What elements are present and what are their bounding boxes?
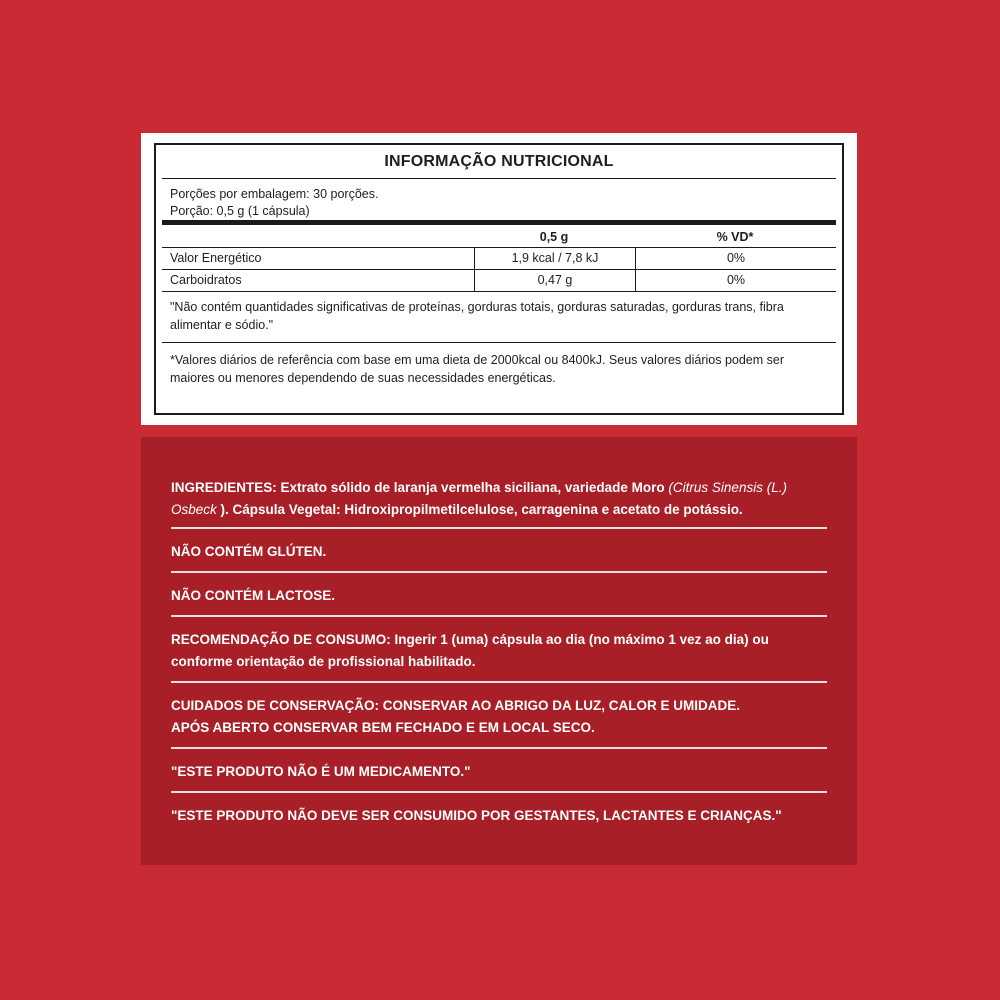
- table-row: [162, 248, 836, 270]
- gluten-section: [171, 529, 827, 573]
- conservation-line-2: APÓS ABERTO CONSERVAR BEM FECHADO E EM LOCAL SECO.: [171, 720, 595, 735]
- nutrient-vd: 0%: [635, 270, 836, 291]
- ingredients-heading: INGREDIENTES:: [171, 480, 277, 495]
- not-medicine-statement: "ESTE PRODUTO NÃO É UM MEDICAMENTO.": [171, 764, 471, 779]
- lactose-section: [171, 573, 827, 617]
- not-medicine-section: [171, 749, 827, 793]
- nutrient-vd: 0%: [635, 248, 836, 269]
- recommendation-text: Ingerir 1 (uma) cápsula ao dia (no máximo 1 vez ao dia) ou conforme orientação de profissional habilitado.: [171, 632, 769, 669]
- nutrition-portions: [162, 179, 836, 225]
- portion-size: Porção: 0,5 g (1 cápsula): [170, 204, 310, 218]
- conservation-section: [171, 683, 827, 749]
- nutrient-name: Carboidratos: [170, 273, 242, 287]
- recommendation-heading: RECOMENDAÇÃO DE CONSUMO:: [171, 632, 391, 647]
- table-row: [162, 270, 836, 292]
- recommendation-section: [171, 617, 827, 683]
- nutrition-note-insignificant: "Não contém quantidades significativas de proteínas, gorduras totais, gorduras saturadas, gorduras trans, fibra alimentar e sódio.": [162, 292, 836, 343]
- nutrition-table-header: [162, 225, 836, 248]
- header-amount: 0,5 g: [539, 230, 569, 244]
- nutrient-name: Valor Energético: [170, 251, 262, 265]
- gluten-statement: NÃO CONTÉM GLÚTEN.: [171, 544, 327, 559]
- ingredients-section: [171, 477, 827, 529]
- warning-section: [171, 793, 827, 835]
- nutrition-note-daily-values: *Valores diários de referência com base em uma dieta de 2000kcal ou 8400kJ. Seus valores diários podem ser maiores ou menores dependendo de suas necessidades energéticas.: [170, 353, 784, 385]
- ingredients-capsule-text: ). Cápsula Vegetal: Hidroxipropilmetilcelulose, carragenina e acetato de potássio.: [216, 502, 743, 517]
- header-blank: [162, 225, 474, 247]
- portions-per-package: Porções por embalagem: 30 porções.: [170, 187, 379, 201]
- nutrition-label-frame: [154, 143, 844, 415]
- ingredients-scientific-name: (Citrus Sinensis (L.) Osbeck: [171, 480, 787, 517]
- product-info-panel: [141, 437, 857, 865]
- nutrition-label: [141, 133, 857, 425]
- ingredients-text: Extrato sólido de laranja vermelha siciliana, variedade Moro: [276, 480, 669, 495]
- conservation-line-1: CUIDADOS DE CONSERVAÇÃO: CONSERVAR AO ABRIGO DA LUZ, CALOR E UMIDADE.: [171, 698, 741, 713]
- lactose-statement: NÃO CONTÉM LACTOSE.: [171, 588, 336, 603]
- nutrient-amount: 0,47 g: [474, 270, 635, 291]
- nutrition-title: INFORMAÇÃO NUTRICIONAL: [162, 145, 836, 179]
- warning-statement: "ESTE PRODUTO NÃO DEVE SER CONSUMIDO POR GESTANTES, LACTANTES E CRIANÇAS.": [171, 808, 782, 823]
- header-vd: % VD*: [716, 230, 754, 244]
- nutrient-amount: 1,9 kcal / 7,8 kJ: [474, 248, 635, 269]
- nutrition-table: [162, 225, 836, 292]
